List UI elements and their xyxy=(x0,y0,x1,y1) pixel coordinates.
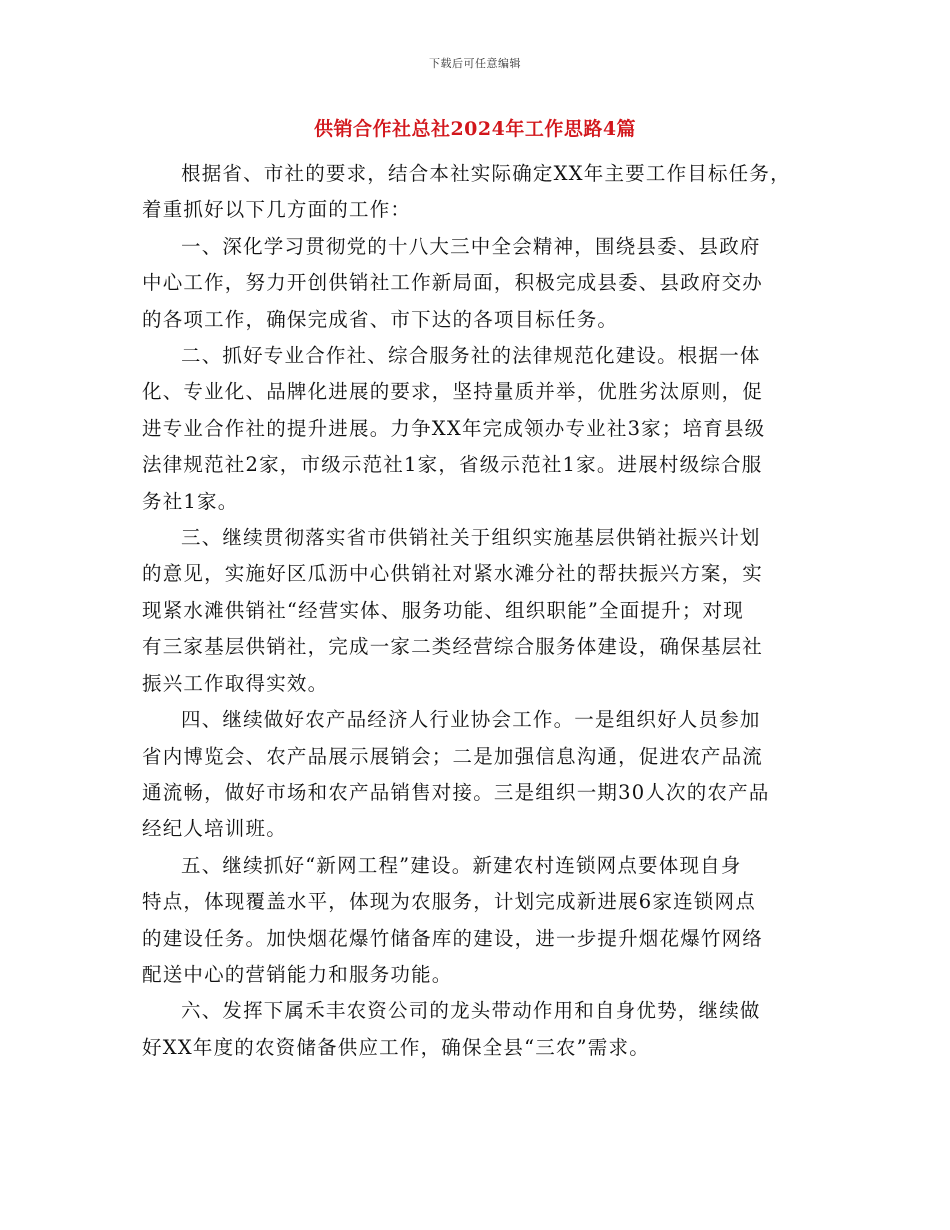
paragraph-intro: 根据省、市社的要求，结合本社实际确定XX年主要工作目标任务， 着重抓好以下几方面的工作： xyxy=(142,162,791,222)
paragraph-1: 一、深化学习贯彻党的十八大三中全会精神，围绕县委、县政府 中心工作，努力开创供销社工作新局面，积极完成县委、县政府交办 的各项工作，确保完成省、市下达的各项目标任务。 xyxy=(142,234,764,331)
paragraph-4: 四、继续做好农产品经济人行业协会工作。一是组织好人员参加 省内博览会、农产品展示展销会；二是加强信息沟通，促进农产品流 通流畅，做好市场和农产品销售对接。三是组织一期30人次的农产品 经纪人培训班。 xyxy=(142,708,770,841)
paragraph-3: 三、继续贯彻落实省市供销社关于组织实施基层供销社振兴计划 的意见，实施好区瓜沥中心供销社对紧水滩分社的帮扶振兴方案，实 现紧水滩供销社“经营实体、服务功能、组织职能”全面提升；对现 有三家基层供销社，完成一家二类经营综合服务体建设，确保基层社 振兴工作取得实效。 xyxy=(142,526,764,695)
paragraph-5: 五、继续抓好“新网工程”建设。新建农村连锁网点要体现自身 特点，体现覆盖水平，体现为农服务，计划完成新进展6家连锁网点 的建设任务。加快烟花爆竹储备库的建设，进一步提升烟花爆竹网络 配送中心的营销能力和服务功能。 xyxy=(142,853,764,986)
document-title: 供销合作社总社2024年工作思路4篇 xyxy=(313,118,637,140)
header-note: 下载后可任意编辑 xyxy=(429,57,521,70)
paragraph-2: 二、抓好专业合作社、综合服务社的法律规范化建设。根据一体 化、专业化、品牌化进展的要求，坚持量质并举，优胜劣汰原则，促 进专业合作社的提升进展。力争XX年完成领办专业社3家；培育县级 法律规范社2家，市级示范社1家，省级示范社1家。进展村级综合服 务社1家。 xyxy=(142,344,766,513)
paragraph-6: 六、发挥下属禾丰农资公司的龙头带动作用和自身优势，继续做 好XX年度的农资储备供应工作，确保全县“三农”需求。 xyxy=(142,999,761,1059)
document-body xyxy=(142,156,832,1066)
